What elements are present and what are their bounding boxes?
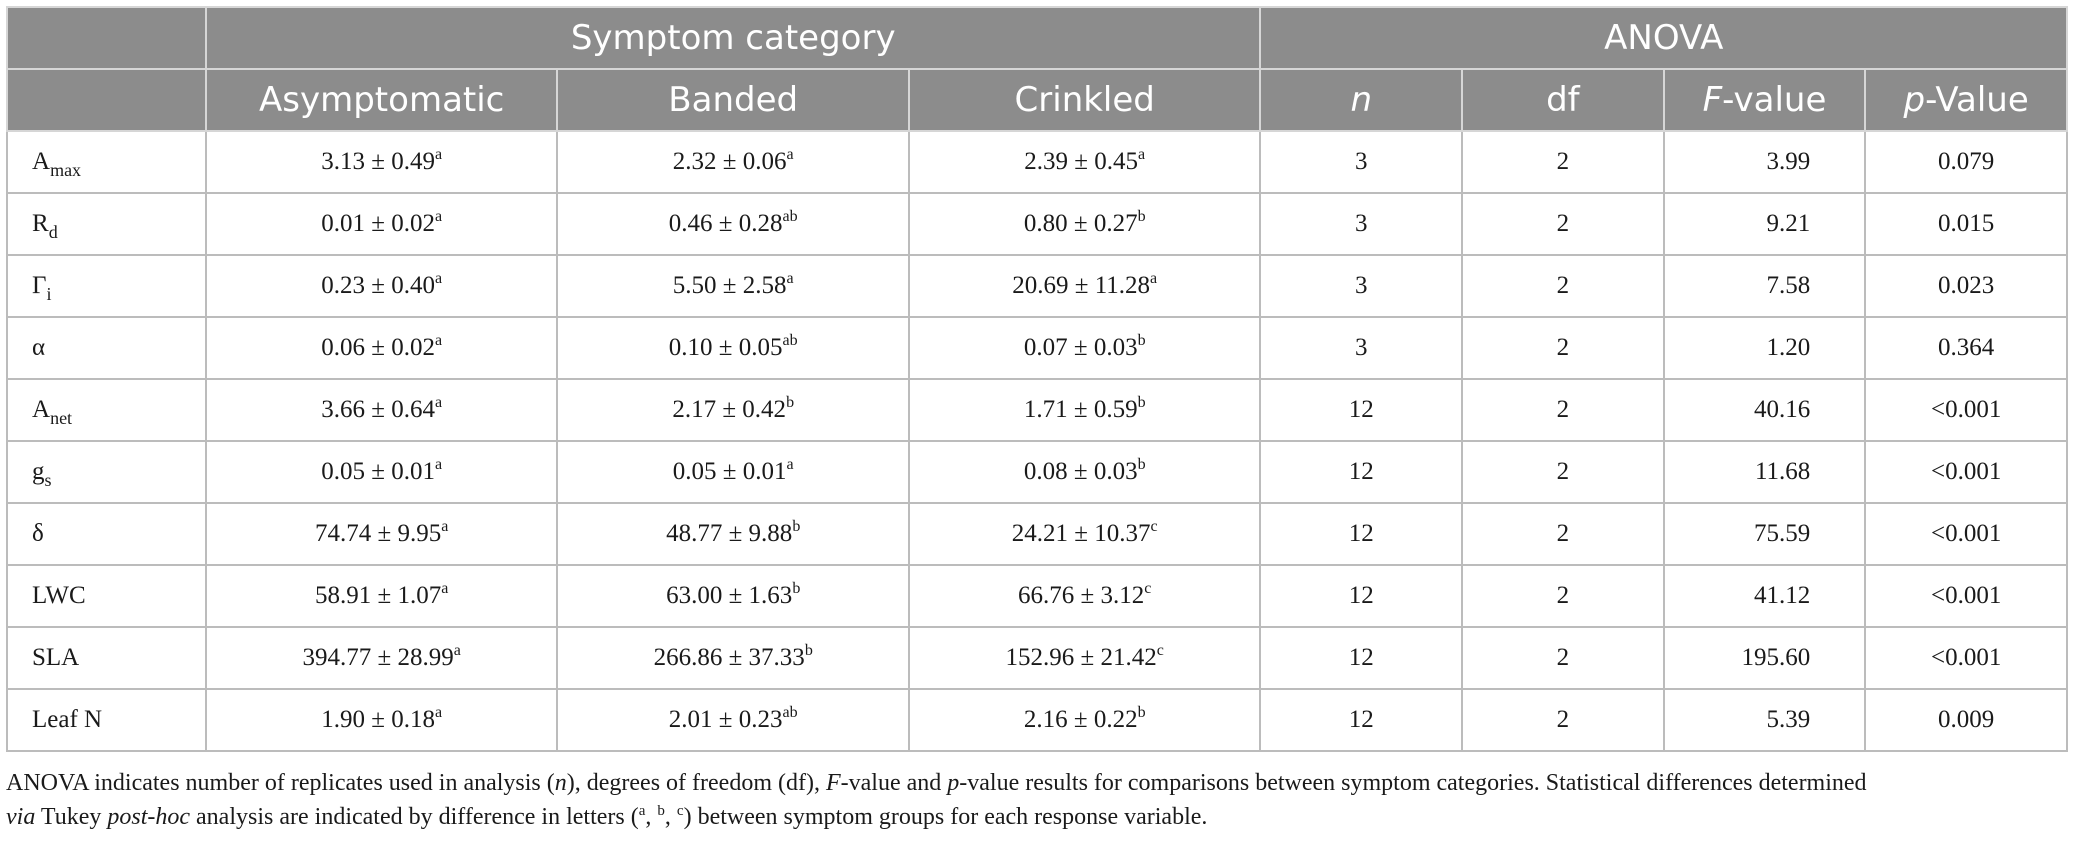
f-value-cell: 75.59: [1664, 503, 1866, 565]
banded-cell: 2.17 ± 0.42$^b$: [557, 379, 909, 441]
banded-cell: 0.46 ± 0.28$^{ab}$: [557, 193, 909, 255]
f-value-cell: 11.68: [1664, 441, 1866, 503]
header-blank-cell-2: [7, 69, 206, 131]
crinkled-cell: 2.16 ± 0.22$^b$: [909, 689, 1261, 751]
df-cell: 2: [1462, 565, 1664, 627]
table-row: [7, 503, 2067, 565]
df-cell: 2: [1462, 379, 1664, 441]
header-asymptomatic: Asymptomatic: [206, 69, 558, 131]
crinkled-cell: 24.21 ± 10.37$^c$: [909, 503, 1261, 565]
df-cell: 2: [1462, 441, 1664, 503]
asymptomatic-cell: 74.74 ± 9.95$^a$: [206, 503, 558, 565]
df-cell: 2: [1462, 627, 1664, 689]
asymptomatic-cell: 0.23 ± 0.40$^a$: [206, 255, 558, 317]
header-df: df: [1462, 69, 1664, 131]
n-cell: 12: [1260, 503, 1462, 565]
banded-cell: 0.05 ± 0.01$^a$: [557, 441, 909, 503]
df-cell: 2: [1462, 503, 1664, 565]
crinkled-cell: 20.69 ± 11.28$^a$: [909, 255, 1261, 317]
table-row: [7, 689, 2067, 751]
asymptomatic-cell: 394.77 ± 28.99$^a$: [206, 627, 558, 689]
df-cell: 2: [1462, 131, 1664, 193]
table-row: [7, 627, 2067, 689]
p-value-cell: <0.001: [1865, 503, 2067, 565]
variable-cell: SLA: [7, 627, 206, 689]
header-f-value: F-value: [1664, 69, 1866, 131]
banded-cell: 63.00 ± 1.63$^b$: [557, 565, 909, 627]
f-value-cell: 5.39: [1664, 689, 1866, 751]
n-cell: 3: [1260, 317, 1462, 379]
table-row: [7, 441, 2067, 503]
p-value-cell: 0.364: [1865, 317, 2067, 379]
crinkled-cell: 0.08 ± 0.03$^b$: [909, 441, 1261, 503]
variable-cell: α: [7, 317, 206, 379]
table-row: [7, 379, 2067, 441]
table-footnote: ANOVA indicates number of replicates used in analysis (n), degrees of freedom (df), F-value and p-value results for comparisons between symptom categories. Statistical differences determined via Tukey post-hoc analysis are indicated by difference in letters ($^a$, $^b$, $^c$) between symptom groups for each response variable.: [6, 770, 1867, 830]
asymptomatic-cell: 1.90 ± 0.18$^a$: [206, 689, 558, 751]
p-value-cell: 0.023: [1865, 255, 2067, 317]
p-value-cell: <0.001: [1865, 441, 2067, 503]
anova-results-table: [6, 6, 2068, 752]
n-cell: 12: [1260, 689, 1462, 751]
header-symptom-category: Symptom category: [206, 7, 1261, 69]
f-value-cell: 40.16: [1664, 379, 1866, 441]
variable-cell: $A_{net}$: [7, 379, 206, 441]
asymptomatic-cell: 0.06 ± 0.02$^a$: [206, 317, 558, 379]
asymptomatic-cell: 0.05 ± 0.01$^a$: [206, 441, 558, 503]
f-value-cell: 9.21: [1664, 193, 1866, 255]
header-crinkled: Crinkled: [909, 69, 1261, 131]
crinkled-cell: 2.39 ± 0.45$^a$: [909, 131, 1261, 193]
f-value-cell: 195.60: [1664, 627, 1866, 689]
variable-cell: $R_d$: [7, 193, 206, 255]
n-cell: 12: [1260, 379, 1462, 441]
crinkled-cell: 0.07 ± 0.03$^b$: [909, 317, 1261, 379]
p-value-cell: <0.001: [1865, 627, 2067, 689]
table-row: [7, 193, 2067, 255]
banded-cell: 266.86 ± 37.33$^b$: [557, 627, 909, 689]
df-cell: 2: [1462, 255, 1664, 317]
df-cell: 2: [1462, 317, 1664, 379]
table-row: [7, 255, 2067, 317]
f-value-cell: 3.99: [1664, 131, 1866, 193]
p-value-cell: <0.001: [1865, 379, 2067, 441]
banded-cell: 2.01 ± 0.23$^{ab}$: [557, 689, 909, 751]
table-row: [7, 131, 2067, 193]
asymptomatic-cell: 58.91 ± 1.07$^a$: [206, 565, 558, 627]
df-cell: 2: [1462, 193, 1664, 255]
header-n: n: [1260, 69, 1462, 131]
variable-cell: $\Gamma_i$: [7, 255, 206, 317]
banded-cell: 48.77 ± 9.88$^b$: [557, 503, 909, 565]
crinkled-cell: 0.80 ± 0.27$^b$: [909, 193, 1261, 255]
n-cell: 3: [1260, 255, 1462, 317]
asymptomatic-cell: 3.66 ± 0.64$^a$: [206, 379, 558, 441]
header-banded: Banded: [557, 69, 909, 131]
crinkled-cell: 1.71 ± 0.59$^b$: [909, 379, 1261, 441]
header-anova: ANOVA: [1260, 7, 2067, 69]
banded-cell: 0.10 ± 0.05$^{ab}$: [557, 317, 909, 379]
n-cell: 12: [1260, 441, 1462, 503]
banded-cell: 2.32 ± 0.06$^a$: [557, 131, 909, 193]
variable-cell: Leaf N: [7, 689, 206, 751]
table-row: [7, 565, 2067, 627]
banded-cell: 5.50 ± 2.58$^a$: [557, 255, 909, 317]
variable-cell: LWC: [7, 565, 206, 627]
n-cell: 12: [1260, 627, 1462, 689]
p-value-cell: <0.001: [1865, 565, 2067, 627]
header-row-groups: [7, 7, 2067, 69]
variable-cell: $g_s$: [7, 441, 206, 503]
crinkled-cell: 152.96 ± 21.42$^c$: [909, 627, 1261, 689]
f-value-cell: 41.12: [1664, 565, 1866, 627]
f-value-cell: 1.20: [1664, 317, 1866, 379]
header-p-value: p-Value: [1865, 69, 2067, 131]
p-value-cell: 0.015: [1865, 193, 2067, 255]
p-value-cell: 0.079: [1865, 131, 2067, 193]
table-row: [7, 317, 2067, 379]
variable-cell: δ: [7, 503, 206, 565]
f-value-cell: 7.58: [1664, 255, 1866, 317]
asymptomatic-cell: 0.01 ± 0.02$^a$: [206, 193, 558, 255]
n-cell: 12: [1260, 565, 1462, 627]
variable-cell: $A_{max}$: [7, 131, 206, 193]
n-cell: 3: [1260, 131, 1462, 193]
crinkled-cell: 66.76 ± 3.12$^c$: [909, 565, 1261, 627]
results-table-container: [6, 6, 2068, 752]
header-blank-cell: [7, 7, 206, 69]
p-value-cell: 0.009: [1865, 689, 2067, 751]
header-row-columns: [7, 69, 2067, 131]
n-cell: 3: [1260, 193, 1462, 255]
asymptomatic-cell: 3.13 ± 0.49$^a$: [206, 131, 558, 193]
df-cell: 2: [1462, 689, 1664, 751]
